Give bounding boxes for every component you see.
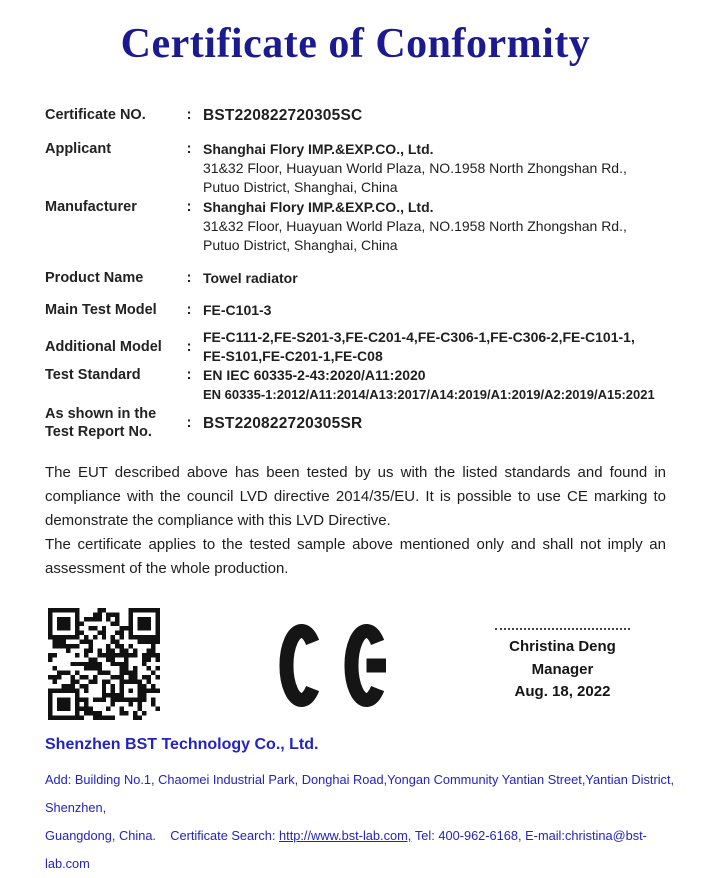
ce-mark-icon xyxy=(280,624,388,708)
manufacturer-address-line1: 31&32 Floor, Huayuan World Plaza, NO.1958 North Zhongshan Rd., xyxy=(203,218,627,234)
signature-dotted-line xyxy=(495,628,630,630)
info-colon: : xyxy=(186,107,192,123)
issuer-company-name: Shenzhen BST Technology Co., Ltd. xyxy=(45,736,319,753)
applicant-name: Shanghai Flory IMP.&EXP.CO., Ltd. xyxy=(203,141,434,157)
issuer-address-line2-suffix: Tel: 400-962-6168, E-mail:christina@bst-lab.com xyxy=(45,828,647,871)
info-row-main-test-model xyxy=(45,301,666,320)
compliance-statement xyxy=(45,461,666,581)
certificate-title: Certificate of Conformity xyxy=(120,21,591,67)
certificate-info-table xyxy=(45,106,666,441)
signatory-name: Christina Deng xyxy=(509,638,616,655)
info-row-applicant xyxy=(45,140,666,197)
certificate-page xyxy=(0,20,706,871)
manufacturer-address-line2: Putuo District, Shanghai, China xyxy=(203,237,398,253)
info-row-certificate-no xyxy=(45,106,666,125)
certificate-no-value: BST220822720305SC xyxy=(203,107,363,124)
manufacturer-label: Manufacturer xyxy=(45,199,137,215)
product-name-label: Product Name xyxy=(45,270,144,286)
additional-model-label: Additional Model xyxy=(45,339,162,355)
manufacturer-name: Shanghai Flory IMP.&EXP.CO., Ltd. xyxy=(203,199,434,215)
additional-model-line1: FE-C111-2,FE-S201-3,FE-C201-4,FE-C306-1,FE-C306-2,FE-C101-1, xyxy=(203,329,635,345)
main-test-model-value: FE-C101-3 xyxy=(203,302,272,318)
compliance-statement-paragraph2: The certificate applies to the tested sample above mentioned only and shall not imply an assessment of the whole production. xyxy=(45,536,666,577)
info-row-product-name xyxy=(45,269,666,288)
product-name-value: Towel radiator xyxy=(203,270,298,286)
test-report-no-value: BST220822720305SR xyxy=(203,414,363,432)
issuer-address-line2-prefix: Guangdong, China. Certificate Search: xyxy=(45,828,280,843)
applicant-label: Applicant xyxy=(45,141,112,157)
test-standard-line1: EN IEC 60335-2-43:2020/A11:2020 xyxy=(203,367,426,383)
main-test-model-label: Main Test Model xyxy=(45,302,157,318)
compliance-statement-paragraph1: The EUT described above has been tested by us with the listed standards and found in compliance with the council LVD directive 2014/35/EU. It is possible to use CE marking to demonstrate the compliance with this LVD Directive. xyxy=(45,464,666,529)
info-colon: : xyxy=(186,367,192,383)
info-colon: : xyxy=(186,270,192,286)
footer xyxy=(45,736,678,878)
applicant-address-line2: Putuo District, Shanghai, China xyxy=(203,179,398,195)
issuer-address-line2 xyxy=(45,822,675,878)
test-report-no-label xyxy=(45,405,180,441)
signature-block xyxy=(460,620,665,704)
additional-model-line2: FE-S101,FE-C201-1,FE-C08 xyxy=(203,348,383,364)
test-standard-label: Test Standard xyxy=(45,367,141,383)
test-report-no-label-line2: Test Report No. xyxy=(45,424,152,440)
qr-code xyxy=(48,608,160,720)
info-row-test-standard xyxy=(45,366,666,404)
info-colon: : xyxy=(186,339,192,355)
signature-date: Aug. 18, 2022 xyxy=(514,683,611,700)
test-report-no-label-line1: As shown in the xyxy=(45,406,157,422)
info-colon: : xyxy=(186,415,192,431)
info-colon: : xyxy=(186,302,192,318)
certificate-no-label: Certificate NO. xyxy=(45,107,146,123)
info-row-test-report-no xyxy=(45,405,666,441)
test-standard-line2: EN 60335-1:2012/A11:2014/A13:2017/A14:2019/A1:2019/A2:2019/A15:2021 xyxy=(203,387,655,402)
certificate-search-link[interactable]: http://www.bst-lab.com, xyxy=(279,828,412,843)
signatory-role: Manager xyxy=(531,660,594,678)
applicant-address-line1: 31&32 Floor, Huayuan World Plaza, NO.1958 North Zhongshan Rd., xyxy=(203,160,627,176)
info-row-additional-model xyxy=(45,328,666,366)
info-colon: : xyxy=(186,141,192,157)
issuer-address-line1: Add: Building No.1, Chaomei Industrial Park, Donghai Road,Yongan Community Yantian Street,Yantian District, Shenzhen, xyxy=(45,772,678,815)
info-row-manufacturer xyxy=(45,198,666,255)
info-colon: : xyxy=(186,199,192,215)
